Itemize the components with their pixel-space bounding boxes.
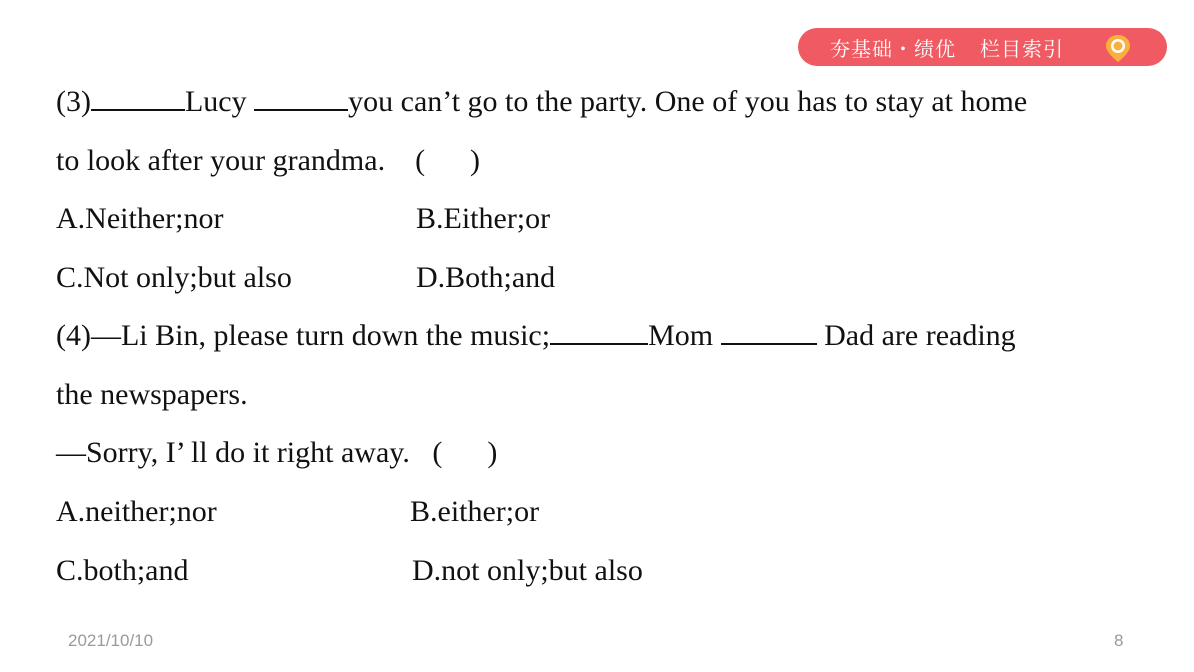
footer-date: 2021/10/10	[68, 631, 154, 650]
answer-blank	[91, 87, 185, 111]
q4-line3	[56, 435, 497, 471]
q4-option-b: B.either;or	[410, 495, 540, 528]
answer-blank	[550, 321, 648, 345]
q3-option-a: A.Neither;nor	[56, 202, 224, 235]
nav-basics-link[interactable]: 夯基础・绩优	[830, 36, 956, 61]
q4-option-c: C.both;and	[56, 554, 189, 587]
q4-word1: Mom	[648, 319, 714, 352]
nav-index-link[interactable]: 栏目索引	[980, 36, 1064, 61]
q4-line3-text: —Sorry, I’ ll do it right away.	[56, 436, 410, 469]
q3-option-b: B.Either;or	[416, 202, 551, 235]
q3-line2	[56, 143, 480, 179]
q3-line1-rest: you can’t go to the party. One of you has to stay at home	[348, 85, 1028, 118]
q3-line1	[56, 84, 1027, 120]
q4-line1-end: Dad are reading	[824, 319, 1016, 352]
q3-line2-text: to look after your grandma.	[56, 144, 386, 177]
q4-number: (4)	[56, 319, 91, 352]
answer-blank	[721, 321, 817, 345]
answer-blank	[254, 87, 348, 111]
q4-option-a: A.neither;nor	[56, 495, 217, 528]
q3-option-d: D.Both;and	[416, 261, 556, 294]
q3-option-c: C.Not only;but also	[56, 261, 292, 294]
q4-answer-parens: ( )	[432, 436, 498, 469]
q3-number: (3)	[56, 85, 91, 118]
q4-line1-start: —Li Bin, please turn down the music;	[90, 319, 551, 352]
q3-answer-parens: ( )	[415, 144, 481, 177]
q4-option-d: D.not only;but also	[412, 554, 643, 587]
q4-line2: the newspapers.	[56, 378, 248, 411]
q3-word1: Lucy	[184, 85, 247, 118]
section-nav-bar	[798, 28, 1167, 66]
location-pin-icon[interactable]	[1103, 33, 1133, 63]
q4-line1	[56, 318, 1016, 354]
footer-page-number: 8	[1114, 631, 1124, 650]
